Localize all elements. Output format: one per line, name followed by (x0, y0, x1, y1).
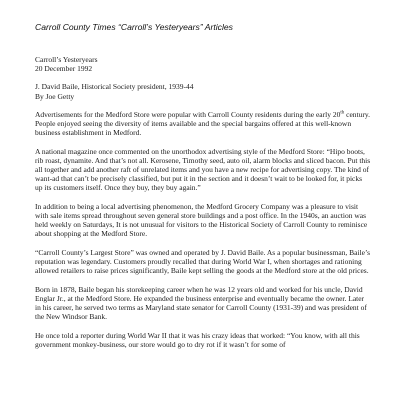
article-date: 20 December 1992 (35, 64, 93, 74)
paragraph-1-end: century. People enjoyed seeing the diversity of items available and the special bargains offered at this well-known business establishment in Medford. (35, 109, 370, 138)
paragraph-6: He once told a reporter during World War II that it was his crazy ideas that worked: “You know, with all this government monkey-business, our store would go to dry rot if it wasn’t for some of (35, 330, 360, 349)
ordinal-suffix: th (340, 110, 345, 116)
article-byline: By Joe Getty (35, 91, 75, 101)
article-body (35, 55, 371, 358)
article-headline: J. David Baile, Historical Society president, 1939-44 (35, 82, 194, 92)
paragraph-2: A national magazine once commented on the unorthodox advertising style of the Medford Store: “Hipo boots, rib roast, dynamite. And that’s not all. Kerosene, Timothy seed, auto oil, alarm blocks and sliced bacon. Put this all together and add another raft of unrelated items and you have a new recipe for advertising copy. The kind of want-ad that can’t be precisely classified, but put it in the section and it doesn’t wait to be looked for, it picks up its customers itself. Once they buy, they buy again.” (35, 146, 371, 193)
document-header-title: Carroll County Times “Carroll’s Yesteryears” Articles (35, 22, 233, 32)
headline-block (35, 82, 371, 100)
paragraph-3: In addition to being a local advertising phenomenon, the Medford Grocery Company was a pleasure to visit with sale items spread throughout seven general store buildings and a post office. In the 1940s, an auction was held weekly on Saturdays, It is not unusual for visitors to the Historical Society of Carroll County to reminisce about shopping at the Medford Store. (35, 201, 368, 239)
paragraph-1 (35, 110, 371, 138)
paragraph-1-start: Advertisements for the Medford Store were popular with Carroll County residents during the early 20 (35, 109, 341, 119)
paragraph-4: “Carroll County’s Largest Store” was owned and operated by J. David Baile. As a popular businessman, Baile’s reputation was legendary. Customers proudly recalled that during World War I, when shortages and rationing allowed retailers to raise prices significantly, Baile kept selling the goods at the Medford store at the old prices. (35, 247, 371, 276)
column-meta (35, 55, 371, 73)
column-name: Carroll’s Yesteryears (35, 55, 98, 64)
paragraph-5: Born in 1878, Baile began his storekeeping career when he was 12 years old and worked for his uncle, David Englar Jr., at the Medford Store. He expanded the business enterprise and eventually became the owner. Later in his career, he served two terms as Maryland state senator for Carroll County (1931-39) and was president of the New Windsor Bank. (35, 284, 367, 322)
